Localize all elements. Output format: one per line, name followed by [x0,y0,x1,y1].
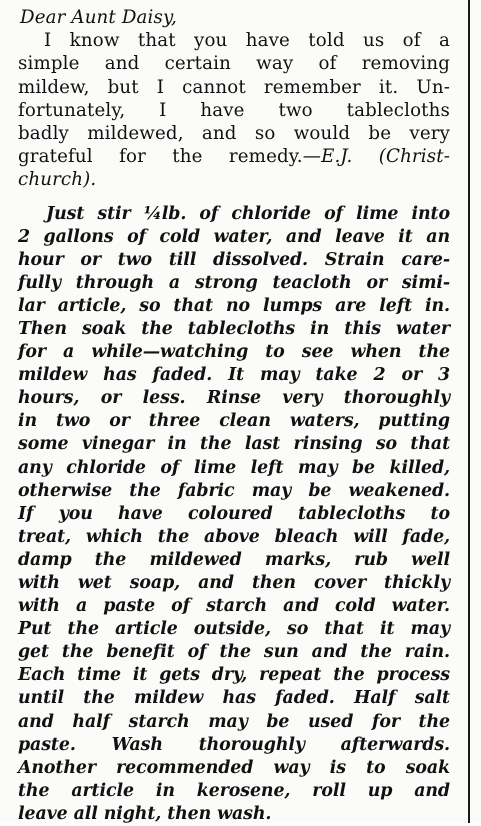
letter-salutation: Dear Aunt Daisy, [20,6,452,29]
reply-line: Put the article outside, so that it may [18,618,450,641]
reply-line: Another recommended way is to soak [18,757,450,780]
reply-line: paste. Wash thoroughly afterwards. [18,734,450,757]
reply-line: hours, or less. Rinse very thoroughly [18,387,450,410]
letter-line: I know that you have told us of a [18,29,450,52]
reply-line: the article in kerosene, roll up and [18,780,450,803]
letter-line: simple and certain way of removing [18,52,450,75]
reply-line: for a while—watching to see when the [18,341,450,364]
letter-line: badly mildewed, and so would be very [18,122,450,145]
reply-line: If you have coloured tablecloths to [18,503,450,526]
reply-line: until the mildew has faded. Half salt [18,687,450,710]
reply-line: some vinegar in the last rinsing so that [18,433,450,456]
letter-signature: E.J. (Christ- [321,146,450,167]
letter-text: grateful for the remedy.— [18,146,321,167]
reply-line: with a paste of starch and cold water. [18,595,450,618]
reply-line: in two or three clean waters, putting [18,410,450,433]
reply-line: with wet soap, and then cover thickly [18,572,450,595]
reply-line: treat, which the above bleach will fade, [18,526,450,549]
reply-line: 2 gallons of cold water, and leave it an [18,226,450,249]
reader-letter [18,6,452,192]
reply-line: Then soak the tablecloths in this water [18,318,450,341]
reply-line: Just stir ¼lb. of chloride of lime into [18,203,450,226]
reply-line: and half starch may be used for the [18,711,450,734]
reply-line: get the benefit of the sun and the rain. [18,641,450,664]
aunt-daisy-reply [18,203,452,826]
reply-line: any chloride of lime left may be killed, [18,457,450,480]
column-rule [468,0,470,823]
letter-signature-end: church). [18,168,452,191]
letter-line-with-signature [18,145,450,168]
letter-line: fortunately, I have two tablecloths [18,99,450,122]
reply-line: leave all night, then wash. [18,803,450,826]
reply-line: otherwise the fabric may be weakened. [18,480,450,503]
reply-line: fully through a strong teacloth or simi- [18,272,450,295]
reply-line: hour or two till dissolved. Strain care- [18,249,450,272]
reply-line: Each time it gets dry, repeat the process [18,664,450,687]
article-column [18,6,452,826]
reply-line: lar article, so that no lumps are left in. [18,295,450,318]
reply-line: mildew has faded. It may take 2 or 3 [18,364,450,387]
letter-line: mildew, but I cannot remember it. Un- [18,76,450,99]
reply-line: damp the mildewed marks, rub well [18,549,450,572]
